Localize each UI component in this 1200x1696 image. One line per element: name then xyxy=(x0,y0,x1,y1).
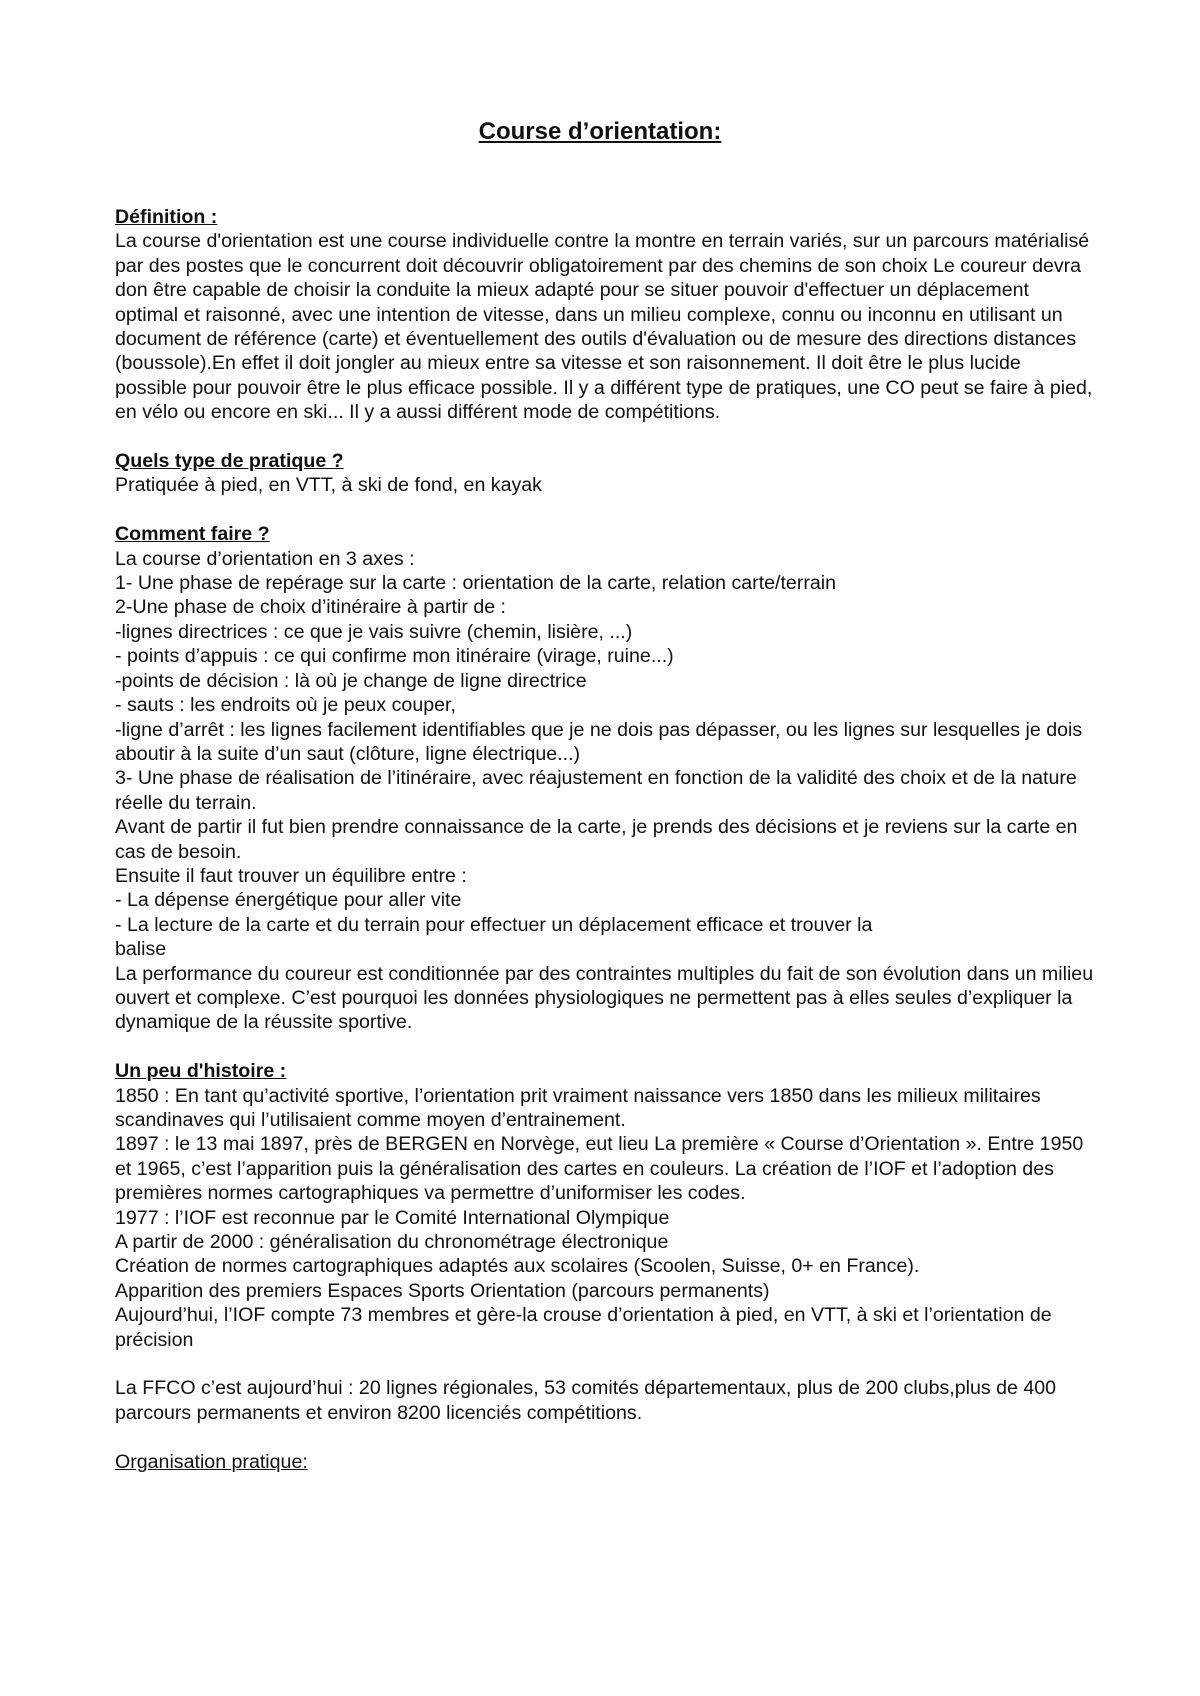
comment-line: 1- Une phase de repérage sur la carte : orientation de la carte, relation carte/terrain xyxy=(115,572,837,595)
comment-faire-heading: Comment faire ? xyxy=(115,523,270,546)
histoire-line: Aujourd’hui, l’IOF compte 73 membres et gère-la crouse d’orientation à pied, en VTT, à ski et l’orientation de précision xyxy=(115,1304,1052,1351)
comment-line: - sauts : les endroits où je peux couper, xyxy=(115,694,456,717)
comment-line: 2-Une phase de choix d’itinéraire à partir de : xyxy=(115,596,507,619)
comment-line: - points d’appuis : ce qui confirme mon itinéraire (virage, ruine...) xyxy=(115,645,674,668)
ffco-paragraph: La FFCO c’est aujourd’hui : 20 lignes régionales, 53 comités départementaux, plus de 200 clubs,plus de 400 parcours permanents et environ 8200 licenciés compétitions. xyxy=(115,1377,1057,1424)
comment-line: 3- Une phase de réalisation de l’itinéraire, avec réajustement en fonction de la validité des choix et de la nature réelle du terrain. xyxy=(115,767,1077,814)
histoire-line: Création de normes cartographiques adaptés aux scolaires (Scoolen, Suisse, 0+ en France). xyxy=(115,1255,920,1278)
section-comment-faire xyxy=(115,522,1095,1035)
section-histoire xyxy=(115,1059,1095,1352)
histoire-line: 1977 : l’IOF est reconnue par le Comité International Olympique xyxy=(115,1206,670,1229)
histoire-heading: Un peu d'histoire : xyxy=(115,1060,287,1083)
comment-line: - La dépense énergétique pour aller vite xyxy=(115,889,462,912)
section-ffco xyxy=(115,1376,1095,1425)
section-definition xyxy=(115,205,1095,425)
comment-line: La course d’orientation en 3 axes : xyxy=(115,547,415,570)
document-title: Course d’orientation: xyxy=(478,118,722,145)
histoire-line: A partir de 2000 : généralisation du chronométrage électronique xyxy=(115,1231,669,1254)
pratique-heading: Quels type de pratique ? xyxy=(115,450,344,473)
histoire-line: 1850 : En tant qu’activité sportive, l’orientation prit vraiment naissance vers 1850 dans les milieux militaires scandinaves qui l’utilisaient comme moyen d’entrainement. xyxy=(115,1084,1041,1131)
section-organisation xyxy=(115,1450,1095,1474)
histoire-line: Apparition des premiers Espaces Sports Orientation (parcours permanents) xyxy=(115,1279,770,1302)
section-pratique xyxy=(115,449,1095,498)
comment-line: La performance du coureur est conditionnée par des contraintes multiples du fait de son évolution dans un milieu ouvert et complexe. C’est pourquoi les données physiologiques ne permettent pas à elles seules d’expliquer la dynamique de la réussite sportive. xyxy=(115,962,1094,1034)
comment-line: -ligne d’arrêt : les lignes facilement identifiables que je ne dois pas dépasser, ou les lignes sur lesquelles je dois aboutir à la suite d’un saut (clôture, ligne électrique...) xyxy=(115,718,1083,765)
definition-heading: Définition : xyxy=(115,206,218,228)
comment-line: Avant de partir il fut bien prendre connaissance de la carte, je prends des décisions et je reviens sur la carte en cas de besoin. xyxy=(115,816,1078,863)
document-body xyxy=(115,205,1095,1474)
comment-line: -points de décision : là où je change de ligne directrice xyxy=(115,669,587,692)
comment-line: - La lecture de la carte et du terrain pour effectuer un déplacement efficace et trouver la xyxy=(115,913,873,936)
comment-line: balise xyxy=(115,938,167,961)
comment-line: -lignes directrices : ce que je vais suivre (chemin, lisière, ...) xyxy=(115,620,633,643)
histoire-line: 1897 : le 13 mai 1897, près de BERGEN en Norvège, eut lieu La première « Course d’Orientation ». Entre 1950 et 1965, c’est l’apparition puis la généralisation des cartes en couleurs. La création de l’IOF et l’adoption des premières normes cartographiques va permettre d’uniformiser les codes. xyxy=(115,1133,1084,1205)
definition-paragraph: La course d'orientation est une course individuelle contre la montre en terrain variés, sur un parcours matérialisé par des postes que le concurrent doit découvrir obligatoirement par des chemins de son choix Le coureur devra don être capable de choisir la conduite la mieux adapté pour se situer pouvoir d'effectuer un déplacement optimal et raisonné, avec une intention de vitesse, dans un milieu complexe, connu ou inconnu en utilisant un document de référence (carte) et éventuellement des outils d'évaluation ou de mesure des directions distances (boussole).En effet il doit jongler au mieux entre sa vitesse et son raisonnement. Il doit être le plus lucide possible pour pouvoir être le plus efficace possible. Il y a différent type de pratiques, une CO peut se faire à pied, en vélo ou encore en ski... Il y a aussi différent mode de compétitions. xyxy=(115,230,1093,424)
pratique-paragraph: Pratiquée à pied, en VTT, à ski de fond, en kayak xyxy=(115,474,542,497)
organisation-heading: Organisation pratique: xyxy=(115,1450,308,1473)
comment-line: Ensuite il faut trouver un équilibre entre : xyxy=(115,864,467,887)
